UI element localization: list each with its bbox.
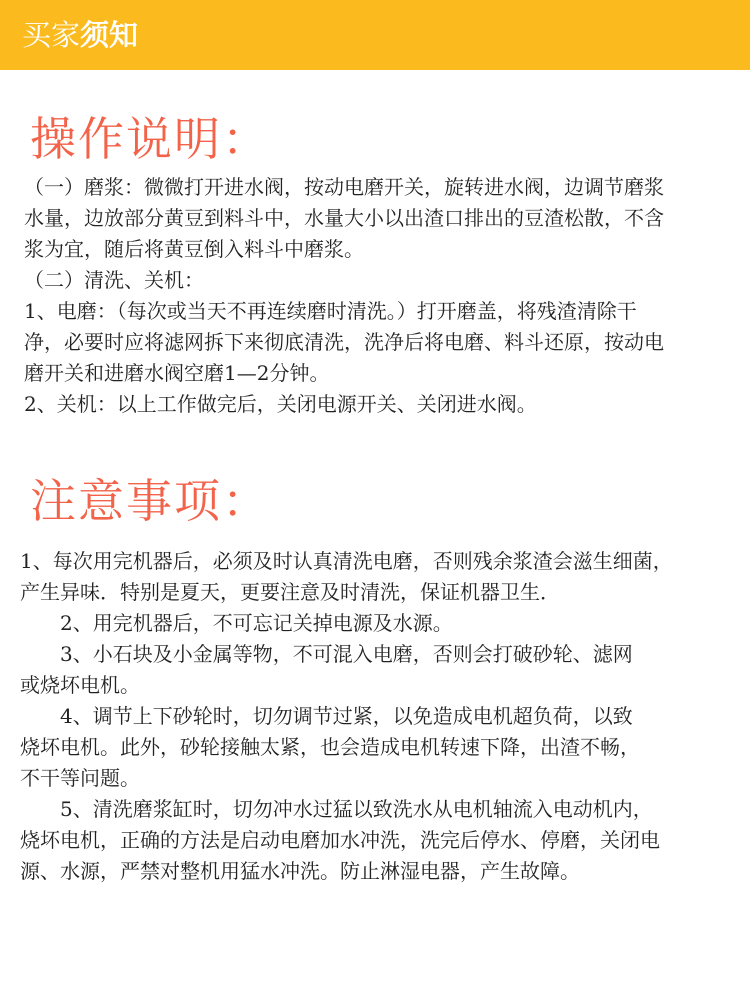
operation-title: 操作说明： (30, 112, 270, 166)
notes-text (20, 546, 746, 887)
notes-line: 源、水源，严禁对整机用猛水冲洗。防止淋湿电器，产生故障。 (20, 859, 580, 883)
notes-line: 4、调节上下砂轮时，切勿调节过紧，以免造成电机超负荷，以致 (20, 704, 633, 728)
notes-line: 烧坏电机。此外，砂轮接触太紧，也会造成电机转速下降，出渣不畅， (20, 735, 640, 759)
header-banner (0, 0, 750, 70)
notes-line: 产生异味．特别是夏天，更要注意及时清洗，保证机器卫生． (20, 580, 560, 604)
operation-line: 磨开关和进磨水阀空磨1—2分钟。 (24, 361, 330, 385)
operation-line: 2、关机：以上工作做完后，关闭电源开关、关闭进水阀。 (24, 392, 537, 416)
operation-line: 浆为宜，随后将黄豆倒入料斗中磨浆。 (24, 237, 364, 261)
operation-line: （一）磨浆：微微打开进水阀，按动电磨开关，旋转进水阀，边调节磨浆 (24, 175, 664, 199)
notes-line: 烧坏电机，正确的方法是启动电磨加水冲洗，洗完后停水、停磨，关闭电 (20, 828, 660, 852)
operation-line: （二）清洗、关机： (24, 268, 204, 292)
notes-title: 注意事项： (30, 474, 270, 528)
notes-line: 2、用完机器后，不可忘记关掉电源及水源。 (20, 611, 453, 635)
banner-title-light: 买家 (22, 18, 81, 52)
operation-text (24, 172, 744, 420)
operation-line: 净，必要时应将滤网拆下来彻底清洗，洗净后将电磨、料斗还原，按动电 (24, 330, 664, 354)
notes-line: 不干等问题。 (20, 766, 140, 790)
operation-line: 水量，边放部分黄豆到料斗中，水量大小以出渣口排出的豆渣松散，不含 (24, 206, 664, 230)
notes-line: 5、清洗磨浆缸时，切勿冲水过猛以致洗水从电机轴流入电动机内， (20, 797, 653, 821)
notes-line: 或烧坏电机。 (20, 673, 140, 697)
banner-title-bold: 须知 (80, 18, 139, 52)
banner-title (22, 14, 138, 56)
notes-line: 1、每次用完机器后，必须及时认真清洗电磨，否则残余浆渣会滋生细菌， (20, 549, 673, 573)
notes-line: 3、小石块及小金属等物，不可混入电磨，否则会打破砂轮、滤网 (20, 642, 633, 666)
operation-line: 1、电磨：（每次或当天不再连续磨时清洗。）打开磨盖，将残渣清除干 (24, 299, 637, 323)
